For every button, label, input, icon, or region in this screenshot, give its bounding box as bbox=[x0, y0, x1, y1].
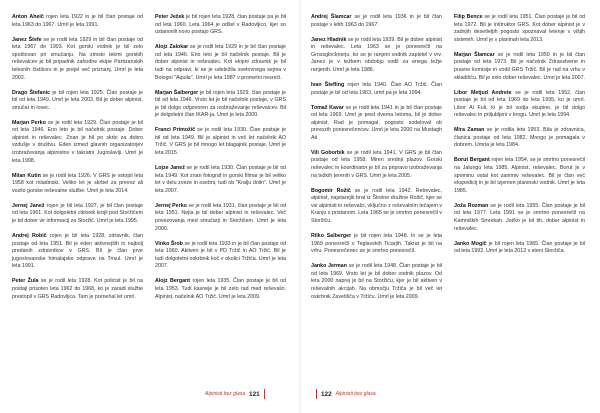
page-left-footer bbox=[205, 389, 265, 399]
biography-entry bbox=[155, 241, 286, 271]
person-name: Andrej Šlamcar bbox=[311, 14, 352, 20]
person-name: Vili Goborbik bbox=[311, 149, 345, 156]
biography-text: se je rodil leta 1930. Član postaje je bil od leta 1949. Kot znan fotograf in gorski filmar je bil veliko let v delu zveze in osebni, tudi ob "Kralju dolin". Umrl je leta 2007. bbox=[155, 165, 286, 194]
biography-text: se je rodil leta 1933 in je bil član postaje od leta 1960. Aktiven je bil v PD Tržič in AO Tržič. Bil je tudi dolgoletni oskrbnik koč v okolici Tržiča. Umrl je leta 2007. bbox=[155, 240, 286, 270]
biography-entry bbox=[12, 14, 143, 29]
biography-text: se je rodil leta 1955. Član postaje je bil od leta 1977. Leta 1991 se je smrtno ponesrečil na Kamniških Smrekah. Jožko je bil tih, dober alpinist in reševalec. bbox=[454, 202, 585, 232]
person-name: Andrej Robič bbox=[12, 233, 47, 239]
biography-entry bbox=[12, 278, 143, 301]
biography-entry bbox=[12, 233, 143, 271]
biography-text: se je rodil leta 1950 in je bil član postaje od leta 1973. Bil je načelnik Zdravstvene in pravne komisije in vodil GRS Tržič. Bil je rad na vrhu v skladišču. Bil je zelo dober reševalec. Umrl je leta 2007. bbox=[454, 51, 586, 81]
biography-text: se je rodil leta 1952, član postaje je bil od leta 1969 do leta 1995, ko je umrl. Libor Al Fuli, ki je bil vodja skupine, je bil dolgo reševalec in priljubljeni v krogu. Umrl je leta 1994. bbox=[454, 89, 585, 119]
person-name: Janez Štefe bbox=[12, 36, 42, 43]
biography-entry bbox=[12, 173, 143, 196]
person-name: Peter Žula bbox=[12, 278, 39, 285]
person-name: Janko Mogič bbox=[454, 240, 487, 247]
person-name: Bogomir Rožič bbox=[311, 187, 351, 194]
biography-entry bbox=[454, 90, 585, 120]
running-book-title: Alpinisti bez glasa bbox=[205, 391, 246, 397]
biography-text: rojen je bil leta 1927, je bil član postaje od leta 1961. Kot dolgoletni ciklonik krojil pod Storžičem je bil dober vir informacij za Storžič. Umrl je leta 1995. bbox=[12, 202, 143, 225]
biography-text: se je rodil leta 1939. Bil je dober alpinist in reševalec. Leta 1963 se je ponesrečil na Grossglocknerju, ko se je ranjeni vodnik zapletel v vrv. Janez je v težkem obdobju vodil za enega težje ranjenih. Umrl je leta 1986. bbox=[311, 36, 442, 73]
person-name: Marjan Šalberger bbox=[155, 89, 199, 96]
person-name: Borut Bergant bbox=[454, 157, 490, 164]
person-name: Ivan Štefling bbox=[311, 81, 345, 88]
biography-entry bbox=[311, 263, 442, 301]
biography-text: je bil rojen leta 1929, član postaje je bil od leta 1946. Vrsto let je bil načelnik postaje, v GRS je bil dolgo odgovoren za izobraževanje reševalcev. Bil je dolgoletni član IKAR-ja. Umrl je leta 2000. bbox=[155, 89, 287, 119]
person-name: Janko Jerman bbox=[311, 263, 347, 270]
biography-text: se je rodil leta 1928. Kot policist je bil na postaji prisoten leta 1962 do 1968, ko je zaradi službe prestopil v GRS Radovljica. Tam je prenehal let umrl. bbox=[12, 278, 143, 300]
person-name: Jernej Perko bbox=[155, 202, 187, 209]
person-name: Mira Zaman bbox=[454, 127, 485, 134]
biography-text: je bil rojen leta 1948. In se je leta 1969 ponesrečil v Teglavskih Ticarjih. Takrat je bil na vrhu. Ponesrečenec se je smrtno ponesrečil. bbox=[311, 233, 442, 255]
person-name: Vinko Šrob bbox=[155, 240, 183, 247]
biography-entry bbox=[454, 127, 585, 150]
page-right-footer bbox=[316, 389, 376, 399]
person-name: Franci Primožič bbox=[155, 127, 196, 134]
person-name: Lojze Janež bbox=[155, 165, 185, 172]
biography-entry bbox=[311, 37, 442, 75]
person-name: Marjan Šlamcar bbox=[454, 51, 495, 58]
biography-text: se je rodil leta 1931, član postaje je bil od leta 1951. Nejla je bil dober alpinist in reševalec. Več povezovanja med smučarji in Storžičem. Umrl je leta 2000. bbox=[155, 202, 286, 232]
biography-text: je bil rojen leta 1965. Član postaje je bil od leta 1992. Umrl je leta 2012 v steni Storžiča. bbox=[454, 240, 585, 255]
biography-entry bbox=[155, 203, 286, 233]
biography-text: se je rodil leta 1929 in bil član postaje od leta 1967 do 1993. Kot gorski vodnik je bil zelo spoštovan pri smučanju. Na zimski tekmi gorskih reševalcev je bil pripadnik zahodne ekipe Partizanskih telesnih čistilcev in je prejel več priznanj. Umrl je leta 2002. bbox=[12, 36, 144, 81]
footer-rule bbox=[264, 389, 265, 399]
biography-text: se je rodil leta 1948. Član postaje je bil od leta 1969. Vrsto let je bil dober vodnik plazov. Od leta 2000 naprej je bil na Storžiču, kjer je bil aktiven v reševalnih akcijah. Na območju Tržiča je bil več let oskrbnik Zavetišča v Tržiču. Umrl je leta 2009. bbox=[311, 263, 442, 300]
biography-entry bbox=[311, 150, 442, 180]
biography-text: se je rodil leta 1942. Reševalec, alpinist, najstarejši brat iz Štrelne družine Rožič, kjer se vsi alpinisti in reševalci, vključno z reševalnim tečajem v Kranju s pristanom. Leta 1965 se je smrtno ponesrečil v Storžiču. bbox=[311, 187, 442, 225]
footer-rule bbox=[316, 389, 317, 399]
biography-entry bbox=[155, 127, 286, 157]
biography-entry bbox=[311, 105, 442, 143]
person-name: Filip Bence bbox=[454, 14, 483, 20]
page-left-column-1 bbox=[12, 14, 143, 309]
biography-text: se je rodil leta 1941 in je bil član postaje od leta 1969. Umrl je pred dvema letoma, bil je dober alpinist. Rad je pomagal, pogosto sodeloval ob prevozih ponesrečencev. Umrl je leta 2000 na Mustagh Ati. bbox=[311, 104, 443, 141]
person-name: Marjan Perko bbox=[12, 119, 46, 126]
person-name: Joža Rozman bbox=[454, 202, 489, 209]
biography-entry bbox=[155, 90, 286, 120]
person-name: Alojz Zalokar bbox=[155, 44, 189, 51]
running-book-title: Alpinisti bez glasa bbox=[335, 391, 376, 397]
biography-text: se je rodil leta 1941. V GRS je bil član postaje od leta 1958. Miren srednji plazov. Gorski reševalec in koordinator je bil za pripravo izobraževanja na težkih terenih v GRS. Umrl je leta 2005. bbox=[311, 149, 442, 179]
biography-entry bbox=[12, 90, 143, 113]
page-left bbox=[12, 14, 290, 379]
biography-text: se je rodil leta 1930. Član postaje je bil od leta 1949. Bil je alpinist in več let načelnik AO Tržič. V GRS je bil mnogo let blagajnik postaje. Umrl je leta 2015. bbox=[155, 127, 286, 157]
person-name: Drago Štefanic bbox=[12, 89, 51, 96]
biography-entry bbox=[454, 203, 585, 233]
person-name: Janez Hladnik bbox=[311, 36, 347, 43]
biography-entry bbox=[155, 14, 286, 37]
page-right-column-2 bbox=[454, 14, 585, 263]
biography-entry bbox=[311, 14, 442, 29]
person-name: Milan Kutin bbox=[12, 172, 41, 179]
biography-text: se je rodil leta 1926. V GRS je vstopil leta 1958 kot mladinski. Veliko let je skrbel za prevoz ali vozilo gorske reševalne službe. Umrl je leta 2014. bbox=[12, 172, 143, 194]
biography-text: se je rodil leta 1951. Član postaje je bil od leta 1972. Bil je inštruktor GRS. Kot dober alpinist je v zadnjih desetletjih pogosto spoznaval letenje v višjih sistemih. Umrl je v planinah leta 2013. bbox=[454, 14, 585, 43]
biography-entry bbox=[155, 44, 286, 82]
biography-entry bbox=[12, 37, 143, 83]
biography-entry bbox=[12, 203, 143, 226]
biography-text: rojen leta 1954, se je smrtno ponesrečil na Jalungu leta 1985. Alpinist, reševalec. Borut je v spominu ostal kot zanimiv reševalec. Bil je član več ekspedicij in je bil izjemen planinski vodnik. Umrl je leta 1985. bbox=[454, 157, 585, 194]
page-right-column-1 bbox=[311, 14, 442, 309]
person-name: Alojz Bergant bbox=[155, 278, 191, 285]
biography-text: se je rodila leta 1953. Bila je zdravnica, članica postaje od leta 1982. Mnogo je pomagala v dobrem. Umrla je leta 1984. bbox=[454, 127, 585, 149]
biography-entry bbox=[454, 157, 585, 195]
biography-text: rojen je bil leta 1928, zdravnik, član postaje od leta 1951. Bil je eden aktivnejših in najbolj predanih zdravnikov v GRS. Bil je član prve jugoslovanske himalajske odprave na Trisul. Umrl je leta 1991. bbox=[12, 233, 143, 270]
biography-text: je bil rojen leta 1928, član postaje pa je bil od leta 1960. Leta 1964 je odšel v Radovljico, kjer so ustanovili novo postajo GRS. bbox=[155, 14, 286, 36]
biography-text: se je rodil leta 1929. Član postaje je bil od leta 1946. Eno leto je bil načelnik postaje. Dober alpinist in reševalec. Znan je bil po skrbi za dobro vzdušje v društvu. Eden izmed glavnih organizatorjev izobraževanja alpinistov v takratni Jugoslaviji. Umrl je leta 1998. bbox=[12, 119, 143, 164]
person-name: Jernej Janež bbox=[12, 202, 45, 209]
person-name: Anton Aheič bbox=[12, 14, 44, 20]
biography-entry bbox=[12, 120, 143, 166]
biography-text: se je rodil leta 1929 in je bil član postaje od leta 1946. Eno leto je bil načelnik postaje. Bil je dober alpinist in reševalec. Kot ekipni zdravnik je bil tudi na odpravi, ki se je udeležila svetovnega sejma v Bologni "Aquila". Umrl je leta 1987 v prometni nesreči. bbox=[155, 44, 286, 81]
biography-text: se je rodil leta 1936 in je bil član postaje v letih 1963 do 1967. bbox=[311, 14, 442, 28]
biography-text: rojen leta 1922 in je bil član postaje od leta 1963 do 1967. Umrl je leta 1991. bbox=[12, 14, 143, 28]
page-right bbox=[311, 14, 589, 379]
biography-entry bbox=[311, 188, 442, 226]
biography-entry bbox=[311, 82, 442, 97]
biography-entry bbox=[311, 233, 442, 256]
biography-entry bbox=[454, 52, 585, 82]
person-name: Peter Ježek bbox=[155, 14, 185, 20]
person-name: Tomaž Kavar bbox=[311, 104, 344, 111]
person-name: Rilko Salberger bbox=[311, 233, 352, 239]
book-gutter bbox=[299, 0, 301, 413]
biography-entry bbox=[454, 14, 585, 44]
biography-text: rojen leta 1940. Član AO Tržič. Član postaje je bil od leta 1963, umrl pa je leta 1994. bbox=[311, 81, 442, 96]
page-number: 122 bbox=[321, 390, 332, 398]
biography-text: rojen leta 1935. Član postaje je bil od leta 1953. Tudi kasneje je bil zelo rad med reševalci. Alpinist, načelnik AO Tržič. Umrl je leta 2009. bbox=[155, 278, 286, 300]
page-number: 121 bbox=[249, 390, 260, 398]
biography-text: je bil rojen leta 1925. Član postaje je bil od leta 1949. Umrl je leta 2003. Bil je dober alpinist, smučar in lovec. bbox=[12, 89, 143, 111]
biography-entry bbox=[155, 278, 286, 301]
page-left-column-2 bbox=[155, 14, 286, 309]
biography-entry bbox=[454, 241, 585, 256]
biography-entry bbox=[155, 165, 286, 195]
person-name: Libor Metjud Andrete bbox=[454, 89, 512, 96]
